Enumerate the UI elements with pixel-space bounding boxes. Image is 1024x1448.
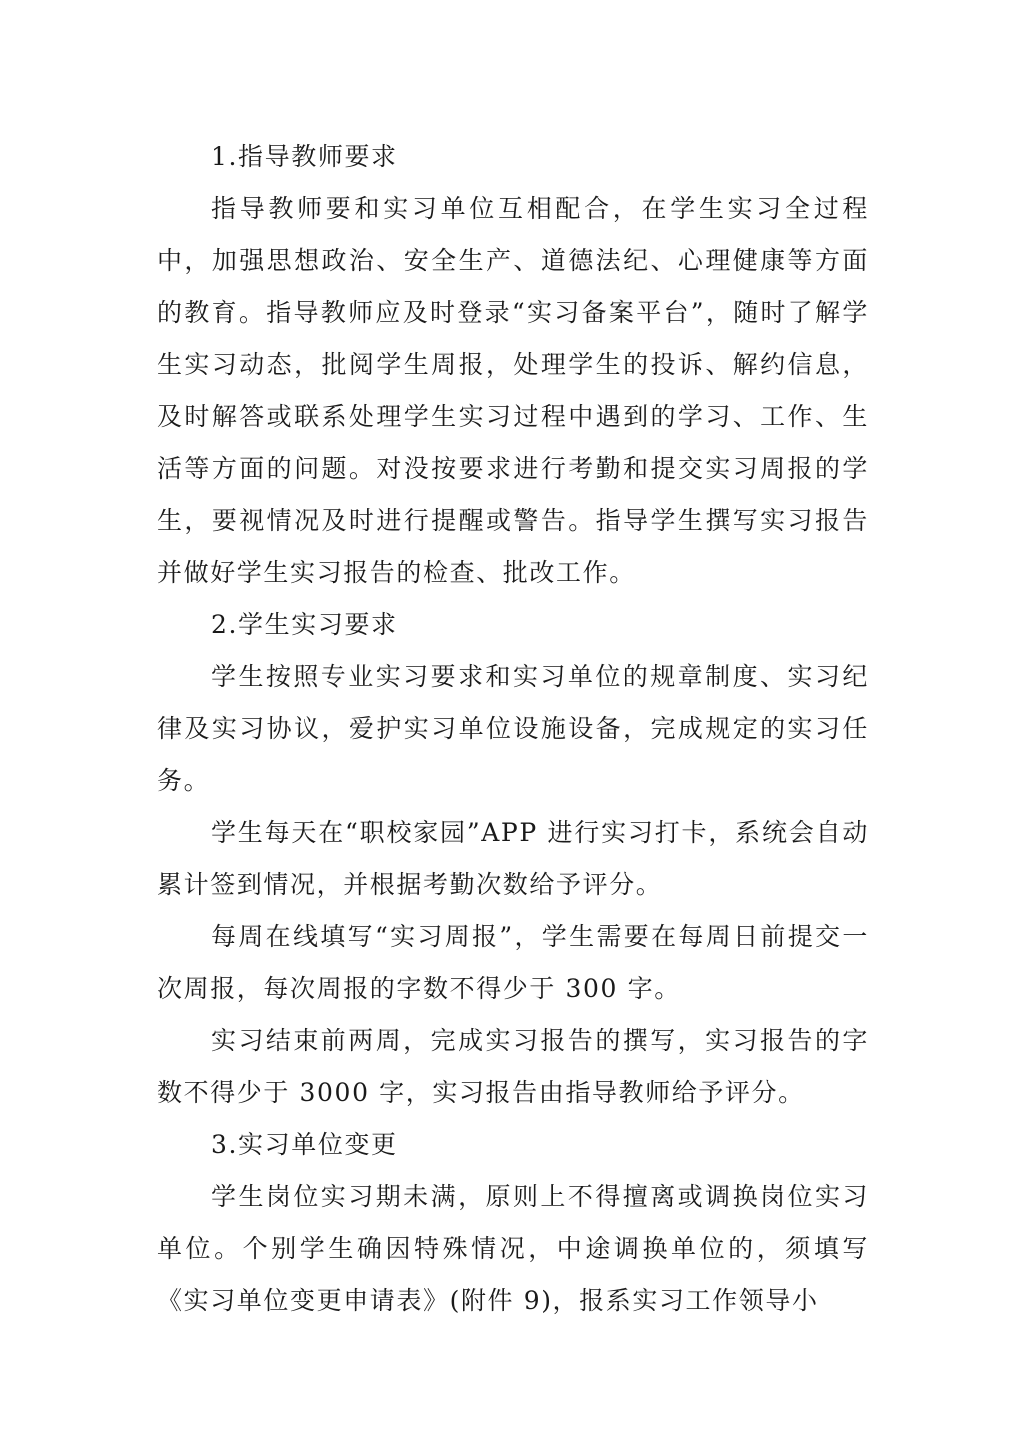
paragraph-student-rules: 学生按照专业实习要求和实习单位的规章制度、实习纪律及实习协议，爱护实习单位设施设备，完成规定的实习任务。 xyxy=(157,662,869,795)
paragraph-teacher-duties: 指导教师要和实习单位互相配合，在学生实习全过程中，加强思想政治、安全生产、道德法纪、心理健康等方面的教育。指导教师应及时登录“实习备案平台”，随时了解学生实习动态，批阅学生周报，处理学生的投诉、解约信息，及时解答或联系处理学生实习过程中遇到的学习、工作、生活等方面的问题。对没按要求进行考勤和提交实习周报的学生，要视情况及时进行提醒或警告。指导学生撰写实习报告并做好学生实习报告的检查、批改工作。 xyxy=(157,194,869,587)
document-page xyxy=(157,131,869,1327)
section-heading-student: 2.学生实习要求 xyxy=(211,610,398,639)
paragraph-student-checkin: 学生每天在“职校家园”APP 进行实习打卡，系统会自动累计签到情况，并根据考勤次数给予评分。 xyxy=(157,818,869,899)
section-heading-teacher: 1.指导教师要求 xyxy=(211,142,398,171)
paragraph-final-report: 实习结束前两周，完成实习报告的撰写，实习报告的字数不得少于 3000 字，实习报告由指导教师给予评分。 xyxy=(157,1026,869,1107)
section-heading-unit-change: 3.实习单位变更 xyxy=(211,1130,398,1159)
paragraph-weekly-report: 每周在线填写“实习周报”，学生需要在每周日前提交一次周报，每次周报的字数不得少于 300 字。 xyxy=(157,922,869,1003)
paragraph-unit-change: 学生岗位实习期未满，原则上不得擅离或调换岗位实习单位。个别学生确因特殊情况，中途调换单位的，须填写《实习单位变更申请表》(附件 9)，报系实习工作领导小 xyxy=(157,1182,869,1315)
